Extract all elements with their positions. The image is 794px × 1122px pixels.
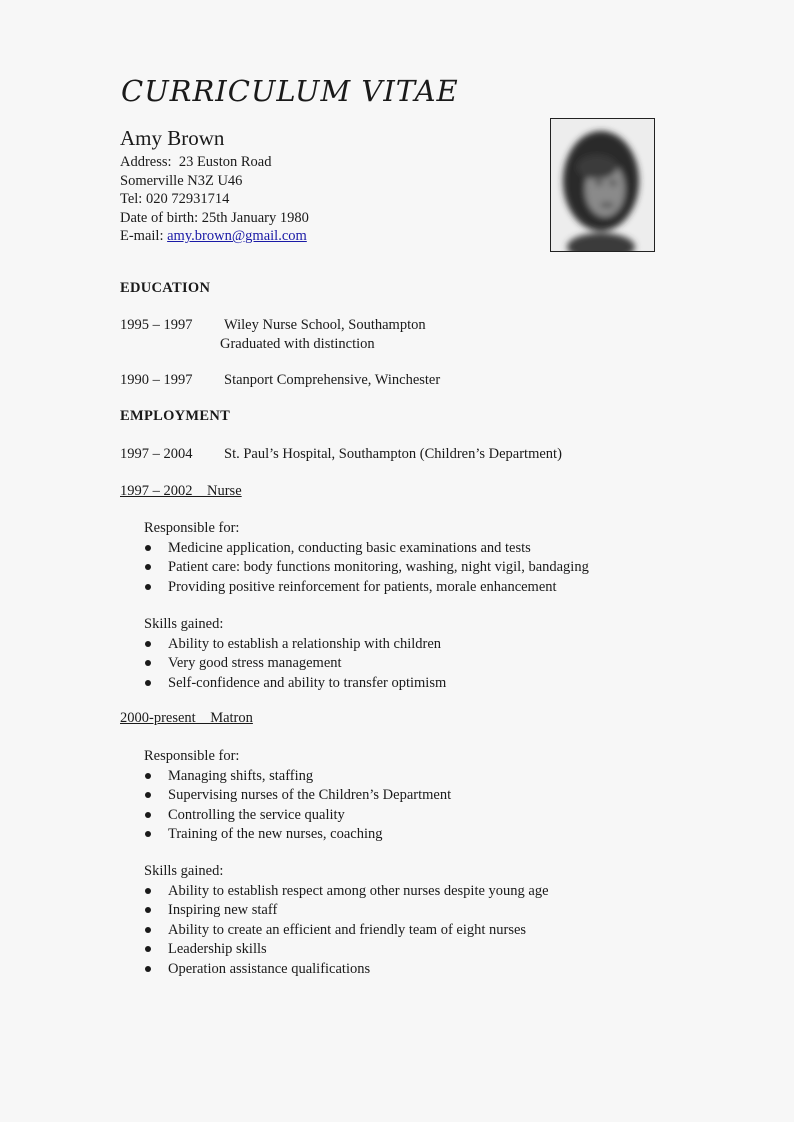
list-item: Leadership skills <box>144 940 549 960</box>
contact-details <box>120 153 309 246</box>
employment-dates: 1997 – 2004 <box>120 446 193 462</box>
list-item: Medicine application, conducting basic examinations and tests <box>144 539 589 559</box>
role-matron-responsibilities <box>144 747 451 845</box>
employment-place: St. Paul’s Hospital, Southampton (Children’s Department) <box>224 446 562 462</box>
address-label: Address: <box>120 154 172 170</box>
role-matron-skills <box>144 862 549 979</box>
email-label: E-mail: <box>120 228 164 244</box>
list-item: Operation assistance qualifications <box>144 960 549 980</box>
education-place: Stanport Comprehensive, Winchester <box>224 372 441 388</box>
list-item: Ability to establish a relationship with children <box>144 635 446 655</box>
list-item: Controlling the service quality <box>144 806 451 826</box>
list-item: Supervising nurses of the Children’s Department <box>144 786 451 806</box>
responsible-label: Responsible for: <box>144 748 240 764</box>
skills-label: Skills gained: <box>144 863 224 879</box>
list-item: Self-confidence and ability to transfer optimism <box>144 674 446 694</box>
education-place: Wiley Nurse School, Southampton <box>224 317 426 333</box>
document-title: CURRICULUM VITAE <box>121 74 459 108</box>
telephone: Tel: 020 72931714 <box>120 191 230 207</box>
list-item: Training of the new nurses, coaching <box>144 825 451 845</box>
list-item: Providing positive reinforcement for patients, morale enhancement <box>144 578 589 598</box>
responsibility-list <box>144 767 451 845</box>
employment-heading: EMPLOYMENT <box>120 408 231 424</box>
role-nurse-responsibilities <box>144 519 589 597</box>
education-note: Graduated with distinction <box>220 336 375 352</box>
profile-photo <box>550 118 655 252</box>
role-heading-matron: 2000-present Matron <box>120 710 253 726</box>
responsible-label: Responsible for: <box>144 520 240 536</box>
responsibility-list <box>144 539 589 598</box>
education-entry-2 <box>120 372 440 389</box>
email-link[interactable]: amy.brown@gmail.com <box>167 228 307 244</box>
list-item: Managing shifts, staffing <box>144 767 451 787</box>
skills-list <box>144 635 446 694</box>
list-item: Very good stress management <box>144 654 446 674</box>
portrait-image <box>551 119 654 251</box>
list-item: Patient care: body functions monitoring, washing, night vigil, bandaging <box>144 558 589 578</box>
education-heading: EDUCATION <box>120 280 211 296</box>
skills-label: Skills gained: <box>144 616 224 632</box>
list-item: Ability to establish respect among other nurses despite young age <box>144 882 549 902</box>
education-dates: 1995 – 1997 <box>120 317 193 333</box>
education-dates: 1990 – 1997 <box>120 372 193 388</box>
list-item: Ability to create an efficient and friendly team of eight nurses <box>144 921 549 941</box>
date-of-birth: Date of birth: 25th January 1980 <box>120 209 309 226</box>
address-street: 23 Euston Road <box>178 154 272 170</box>
employment-entry <box>120 446 562 463</box>
skills-list <box>144 882 549 980</box>
address-line-1 <box>120 153 309 172</box>
list-item: Inspiring new staff <box>144 901 549 921</box>
email-line <box>120 227 309 246</box>
candidate-name: Amy Brown <box>120 126 225 150</box>
role-heading-nurse: 1997 – 2002 Nurse <box>120 483 242 499</box>
education-entry-1 <box>120 317 426 334</box>
role-nurse-skills <box>144 615 446 693</box>
address-line-2: Somerville N3Z U46 <box>120 172 243 189</box>
